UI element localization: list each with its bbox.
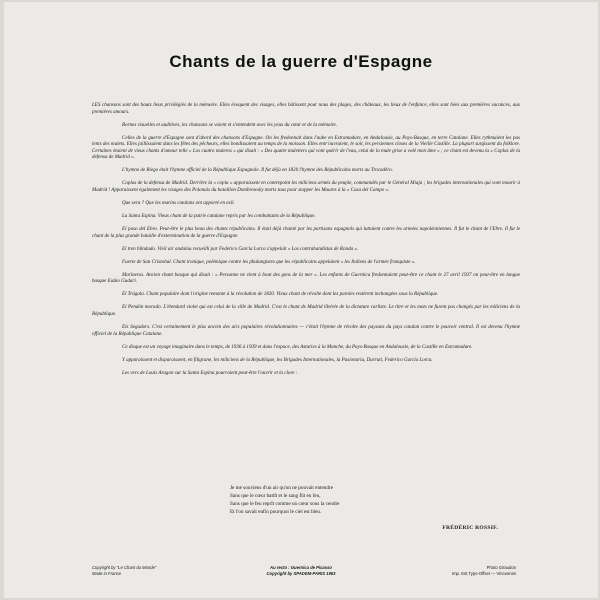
paragraph: Celles de la guerre d'Espagne sont d'abord des chansons d'Espagne. On les fredonnait dans l'aube en Estramadure, en Andalousie, au Pays-Basque, en terre Catalane. Elles rythmaient les pas lents des mulets. Elles jaillissaient dans les fêtes des pêcheurs, elles bondissaient au temps de la moisson. Elles entr'ouvraient, le soir, les persiennes closes de la Vieille Castille. La plupart surgissent du folklore. Certaines étaient de vieux chants d'amour telle « Los cuatro muleros » qui disait : « Des quatre muletiers qui vont quérir de l'eau, celui de la mule grise a volé mon âme » ; ce chant est devenu la « Coplas de la defensa de Madrid ». — [92, 134, 520, 161]
record-back-cover — [4, 2, 598, 598]
footer-line: Imp. Est.Typo-Offset — Vincennes — [451, 571, 516, 576]
intro-paragraph: LES chansons sont des hauts lieux privilégiés de la mémoire. Elles évoquent des visages, elles bâtissent pour nous des plages, des châteaux, les lieux de l'enfance, elles sont liées aux premières vacances, aux premières amours. — [92, 102, 520, 115]
paragraph: Que sera ? Que les marins catalans ont apporté en exil. — [122, 199, 235, 206]
poem-line: Sans que le cœur battît et le sang fût en feu, — [230, 493, 321, 500]
poem-line: Et l'on savait enfin pourquoi le ciel est bleu. — [230, 509, 322, 516]
paragraph: El tren blindado. Vieil air andalou recueilli par Federico Garcia Lorca s'appelait « Los contrabandistas de Ronda ». — [122, 245, 359, 252]
paragraph: Ce disque est un voyage imaginaire dans le temps, de 1936 à 1939 et dans l'espace, des Asturies à la Manche, du Pays-Basque en Andalousie, de la Castille en Estramadure. — [122, 343, 473, 350]
author-signature: FRÉDÉRIC ROSSIF. — [442, 525, 498, 531]
footer-line: Copyright by "Le Chant du Monde" — [92, 565, 157, 570]
paragraph: Y apparaissent et disparaissent, en filigrane, les miliciens de la République, les Brigades Internationales, la Pasionaria, Durruti, Federico Garcia Lorca. — [122, 356, 433, 363]
footer-line: Copyright by SPADEM-PARIS 1963 — [266, 571, 336, 576]
paragraph: Coplas de la defensa de Madrid. Derrière la « copla » apparaissent en contrepoint les miliciens armés du peuple, commandés par le Général Miaja ; les brigades internationales qui vont mourir à Madrid ! Apparaissent également les visages des Polonais du bataillon Dombrowsky morts tous pour stopper les Maures à la « Casa del Campo ». — [92, 180, 520, 193]
paragraph: El paso del Ebro. Peut-être le plus beau des chants républicains. Il était déjà chanté par les partisans espagnols qui luttaient contre les armées napoléoniennes. Il fut le chant de l'Ebre. Il fut le chant de la plus grande bataille d'extermination de la guerre d'Espagne. — [92, 226, 520, 239]
paragraph: El Trágala. Chant populaire dont l'origine remonte à la révolution de 1820. Vieux chant de révolte dont les paroles restèrent inchangées sous la République. — [122, 291, 439, 298]
paragraph: Marineros. Ancien chant basque qui disait : « Personne ne vient à bout des gens de la mer ». Les enfants de Guernica fredonnaient peut-être ce chant le 27 avril 1937 on peut-être en langue basque Euzko Gudari. — [92, 271, 520, 285]
paragraph: L'hymne de Riego était l'hymne officiel de la République Espagnole. Il fut déjà en 1820 l'hymne des Républicains morts au Trocadéro. — [122, 167, 393, 174]
footer-line: Made in France — [92, 571, 122, 576]
page-title: Chants de la guerre d'Espagne — [169, 52, 433, 71]
footer-line: Au recto : Guernica de Picasso — [270, 565, 332, 570]
liner-notes — [92, 102, 520, 383]
paragraph: Els Segadors. C'est certainement le plus ancien des airs populaires révolutionnaires — c'était l'hymne de révolte des paysans du pays catalan contre le pouvoir central. Il est devenu l'hymne officiel de la République Catalane. — [92, 323, 520, 337]
paragraph: Bornes visuelles et auditives, les chansons se voient et s'entendent avec les yeux du cœur et de la mémoire. — [122, 121, 338, 128]
paragraph: Les vers de Louis Aragon sur la Santa Espina pourraient peut-être l'ouvrir et la clore : — [122, 369, 298, 376]
poem — [230, 484, 450, 516]
poem-line: Sans que le feu reprît comme un cœur sous la cendre — [230, 501, 340, 508]
paragraph: La Santa Espina. Vieux chant de la patrie catalane repris par les combattants de la République. — [122, 213, 316, 220]
footer-line: Photo Giraudon — [486, 565, 516, 570]
paragraph: El Pendón morado. L'étendard violet qui est celui de la ville de Madrid. C'est le chant de Madrid libérée de la dictature carliste. Le titre et les mots ne furent pas changés par les miliciens de la République. — [92, 304, 520, 317]
poem-line: Je me souviens d'un air qu'on ne pouvait entendre — [230, 485, 334, 491]
paragraph: Fuerte de San Cristobal. Chant ironique, polémique contre les phalangistes que les républicains appelaient « les Italiens de l'armée franquiste ». — [122, 258, 416, 265]
footer-photo-credit — [452, 565, 516, 577]
